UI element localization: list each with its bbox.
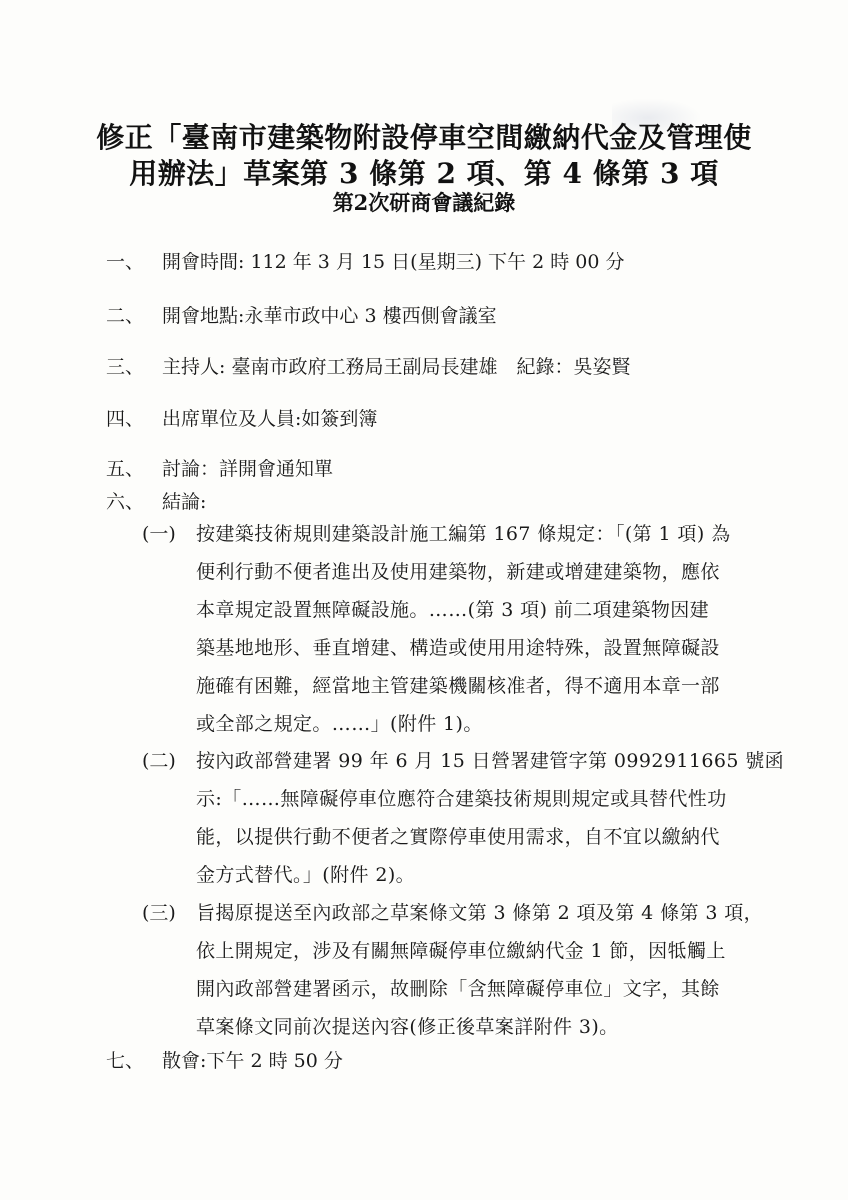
item-number: 二、: [106, 305, 145, 327]
conclusion-line: 金方式替代。」(附件 2)。: [196, 864, 416, 886]
conclusion-line: 築基地地形、垂直增建、構造或使用用途特殊，設置無障礙設: [196, 637, 720, 659]
item-meeting-location: [106, 301, 497, 328]
conclusion-line: 便利行動不便者進出及使用建築物，新建或增建建築物，應依: [196, 561, 720, 583]
conclusion-line: 或全部之規定。……」(附件 1)。: [196, 713, 483, 735]
item-text: 開會時間: 112 年 3 月 15 日(星期三) 下午 2 時 00 分: [162, 251, 625, 273]
conclusion-line: 開內政部營建署函示，故刪除「含無障礙停車位」文字，其餘: [196, 978, 720, 1000]
item-number: 三、: [106, 356, 145, 378]
item-text: 散會:下午 2 時 50 分: [162, 1050, 343, 1072]
conclusion-line: 施確有困難，經當地主管建築機關核准者，得不適用本章一部: [196, 675, 720, 697]
conclusion-number: (二): [142, 750, 176, 772]
document-title-line-2: 用辦法」草案第 3 條第 2 項、第 4 條第 3 項: [129, 157, 719, 190]
item-text: 出席單位及人員:如簽到簿: [162, 408, 378, 430]
item-number: 七、: [106, 1050, 145, 1072]
item-conclusions: [106, 487, 206, 514]
item-text: 主持人: 臺南市政府工務局王副局長建雄 紀錄：吳姿賢: [162, 356, 631, 378]
conclusion-number: (三): [142, 902, 176, 924]
item-number: 五、: [106, 458, 145, 480]
document-subtitle: 第2次研商會議紀錄: [332, 190, 516, 215]
conclusion-line: 能，以提供行動不便者之實際停車使用需求，自不宜以繳納代: [196, 826, 720, 848]
conclusion-line: 按內政部營建署 99 年 6 月 15 日營署建管字第 0992911665 號函: [196, 750, 785, 772]
conclusion-line: 草案條文同前次提送內容(修正後草案詳附件 3)。: [196, 1016, 619, 1038]
conclusion-line: 依上開規定，涉及有關無障礙停車位繳納代金 1 節，因牴觸上: [196, 940, 726, 962]
conclusion-line: 按建築技術規則建築設計施工編第 167 條規定：「(第 1 項) 為: [196, 523, 731, 545]
item-attendees: [106, 404, 377, 431]
item-text: 結論:: [162, 491, 207, 513]
item-adjournment: [106, 1046, 343, 1073]
item-text: 開會地點:永華市政中心 3 樓西側會議室: [162, 305, 497, 327]
item-chairperson: [106, 352, 630, 379]
item-meeting-time: [106, 247, 624, 274]
conclusion-line: 示:「……無障礙停車位應符合建築技術規則規定或具替代性功: [196, 788, 727, 810]
item-number: 六、: [106, 491, 145, 513]
conclusion-line: 本章規定設置無障礙設施。……(第 3 項) 前二項建築物因建: [196, 599, 710, 621]
item-number: 四、: [106, 408, 145, 430]
item-discussion: [106, 454, 333, 481]
item-number: 一、: [106, 251, 145, 273]
conclusion-line: 旨揭原提送至內政部之草案條文第 3 條第 2 項及第 4 條第 3 項，: [196, 902, 764, 924]
item-text: 討論：詳開會通知單: [162, 458, 334, 480]
document-title-line-1: 修正「臺南市建築物附設停車空間繳納代金及管理使: [96, 121, 752, 154]
conclusion-number: (一): [142, 523, 176, 545]
